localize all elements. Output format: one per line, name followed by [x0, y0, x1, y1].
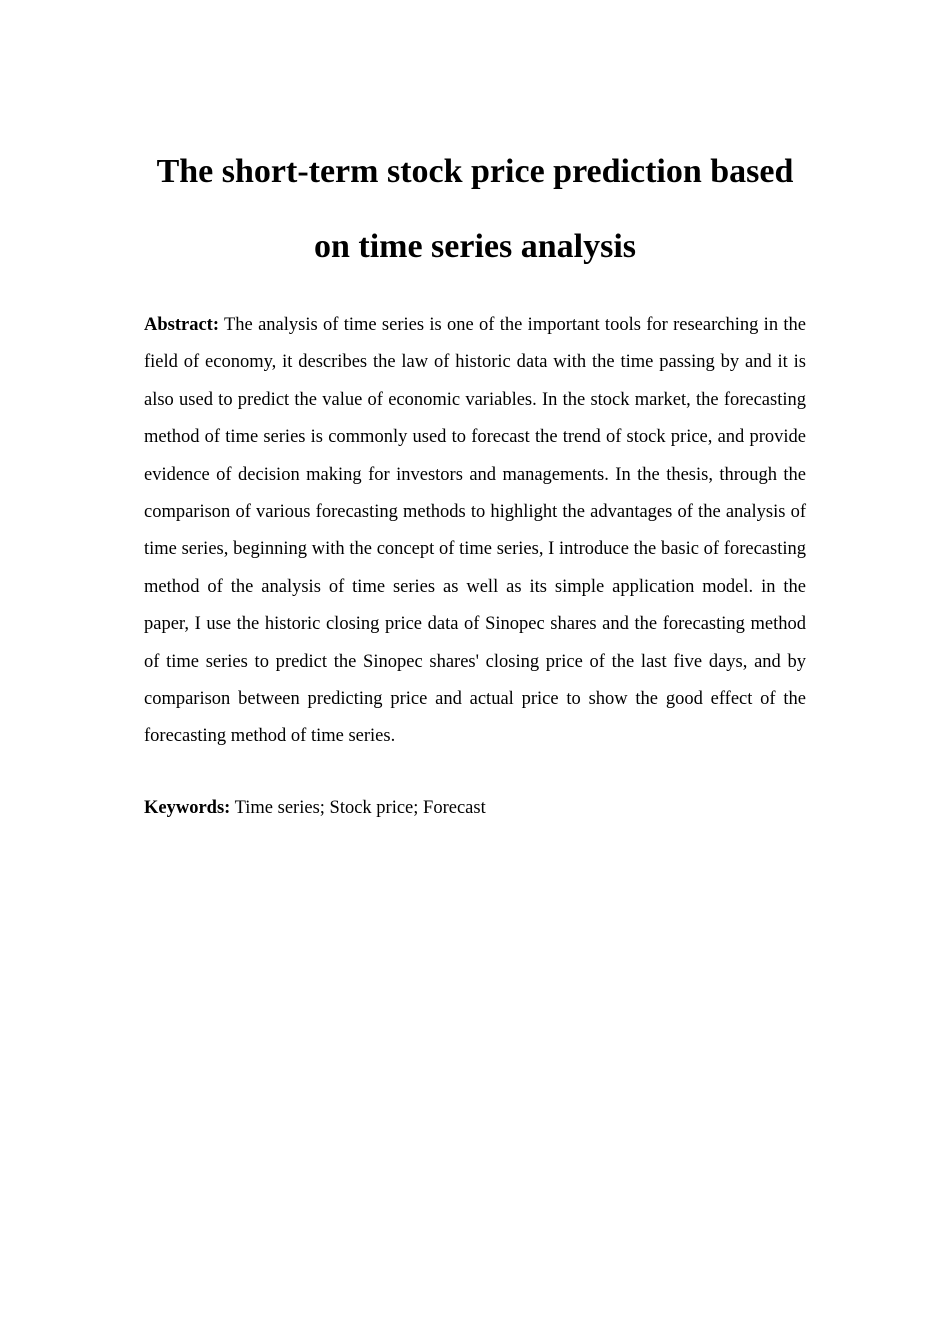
abstract-text: The analysis of time series is one of the important tools for researching in the field of economy, it describes the law of historic data with the time passing by and it is also used to predict the value of economic variables. In the stock market, the forecasting method of time series is commonly used to forecast the trend of stock price, and provide evidence of decision making for investors and managements. In the thesis, through the comparison of various forecasting methods to highlight the advantages of the analysis of time series, beginning with the concept of time series, I introduce the basic of forecasting method of the analysis of time series as well as its simple application model. in the paper, I use the historic closing price data of Sinopec shares and the forecasting method of time series to predict the Sinopec shares' closing price of the last five days, and by comparison between predicting price and actual price to show the good effect of the forecasting method of time series. [144, 315, 806, 747]
keywords-paragraph [144, 790, 806, 827]
abstract-label: Abstract: [144, 315, 220, 335]
keywords-label: Keywords: [144, 798, 231, 818]
title-line-1: The short-term stock price prediction based [156, 153, 794, 190]
paper-title [144, 134, 806, 284]
title-line-2: on time series analysis [313, 228, 637, 265]
abstract-paragraph [144, 307, 806, 756]
keywords-text: Time series; Stock price; Forecast [234, 798, 486, 818]
